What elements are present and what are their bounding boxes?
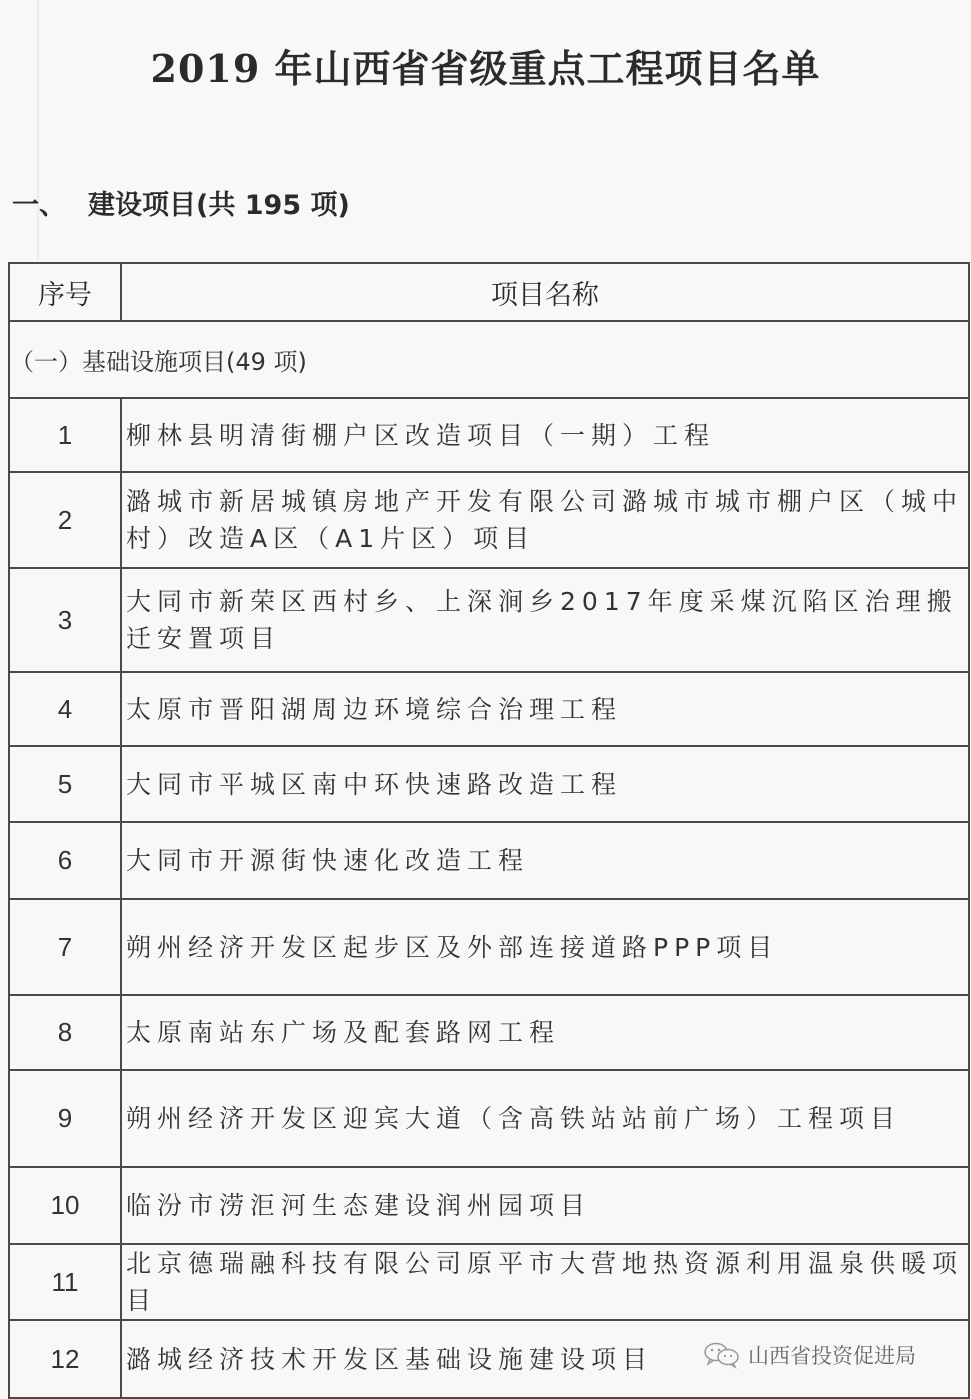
project-name: 太原南站东广场及配套路网工程 — [121, 995, 969, 1070]
project-name: 北京德瑞融科技有限公司原平市大营地热资源利用温泉供暖项目 — [121, 1244, 969, 1320]
section-heading — [12, 183, 350, 222]
section-index: 一、 — [12, 190, 66, 221]
table-row — [9, 568, 969, 672]
watermark — [702, 1340, 916, 1370]
row-number: 2 — [9, 472, 121, 568]
column-header-number: 序号 — [9, 263, 121, 321]
row-number: 10 — [9, 1167, 121, 1244]
table-row — [9, 899, 969, 995]
group-label: （一）基础设施项目(49 项) — [9, 321, 969, 398]
project-name: 大同市开源街快速化改造工程 — [121, 822, 969, 899]
row-number: 1 — [9, 398, 121, 472]
table-row — [9, 472, 969, 568]
project-name: 临汾市涝洰河生态建设润州园项目 — [121, 1167, 969, 1244]
row-number: 5 — [9, 746, 121, 822]
project-name: 大同市新荣区西村乡、上深涧乡2017年度采煤沉陷区治理搬迁安置项目 — [121, 568, 969, 672]
document-title: 2019 年山西省省级重点工程项目名单 — [150, 46, 821, 91]
table-row — [9, 1244, 969, 1320]
project-name: 大同市平城区南中环快速路改造工程 — [121, 746, 969, 822]
group-row — [9, 321, 969, 398]
column-header-name: 项目名称 — [121, 263, 969, 321]
section-label: 建设项目(共 195 项) — [88, 190, 350, 221]
row-number: 6 — [9, 822, 121, 899]
table-row — [9, 1167, 969, 1244]
table-row — [9, 398, 969, 472]
row-number: 11 — [9, 1244, 121, 1320]
row-number: 7 — [9, 899, 121, 995]
table-row — [9, 995, 969, 1070]
project-name: 潞城市新居城镇房地产开发有限公司潞城市城市棚户区（城中村）改造A区（A1片区）项目 — [121, 472, 969, 568]
table-row — [9, 1070, 969, 1167]
row-number: 4 — [9, 672, 121, 746]
project-name: 太原市晋阳湖周边环境综合治理工程 — [121, 672, 969, 746]
project-name: 潞城经济技术开发区基础设施建设项目 — [121, 1320, 969, 1398]
project-name: 朔州经济开发区起步区及外部连接道路PPP项目 — [121, 899, 969, 995]
row-number: 12 — [9, 1320, 121, 1398]
row-number: 9 — [9, 1070, 121, 1167]
table-row — [9, 822, 969, 899]
wechat-icon — [702, 1341, 742, 1369]
project-name: 柳林县明清街棚户区改造项目（一期）工程 — [121, 398, 969, 472]
table-row — [9, 746, 969, 822]
table-header-row — [9, 263, 969, 321]
row-number: 3 — [9, 568, 121, 672]
projects-table — [8, 262, 970, 1399]
row-number: 8 — [9, 995, 121, 1070]
watermark-label: 山西省投资促进局 — [748, 1344, 916, 1368]
project-name: 朔州经济开发区迎宾大道（含高铁站站前广场）工程项目 — [121, 1070, 969, 1167]
table-row — [9, 672, 969, 746]
